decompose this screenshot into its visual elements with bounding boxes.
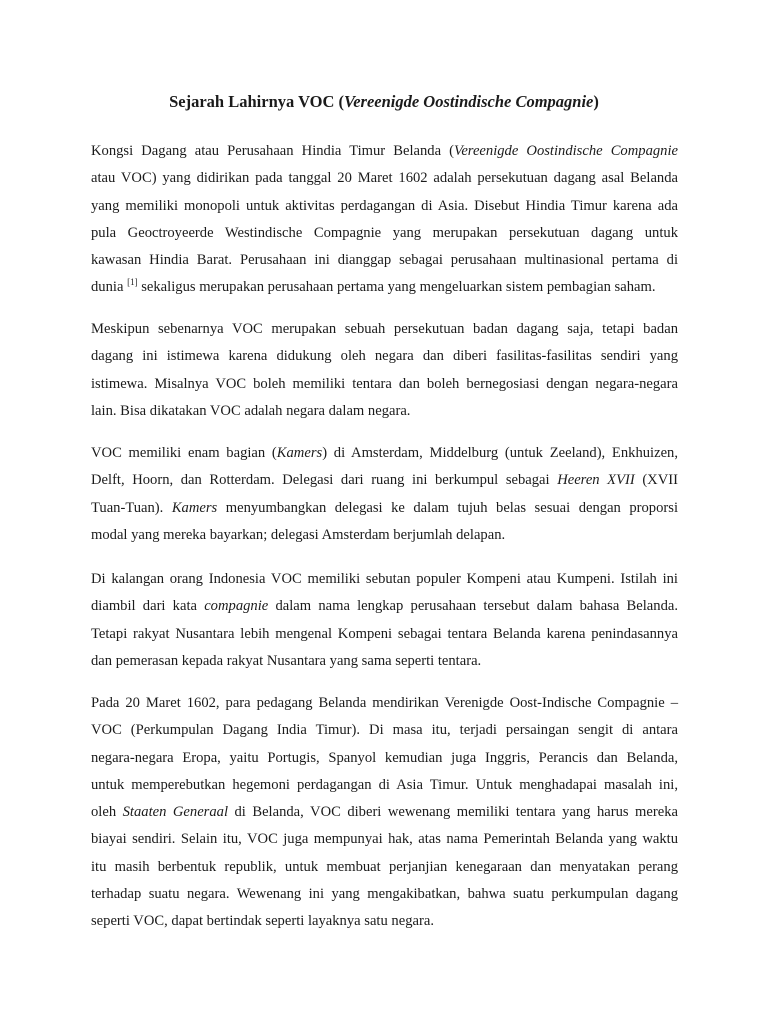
text-line: negara-negara Eropa, yaitu Portugis, Spanyol kemudian juga Inggris, Perancis dan Belanda,	[91, 749, 678, 766]
paragraph-4	[91, 566, 678, 675]
text-line: biayai sendiri. Selain itu, VOC juga mempunyai hak, atas nama Pemerintah Belanda yang waktu	[91, 831, 678, 848]
text-line: Kongsi Dagang atau Perusahaan Hindia Timur Belanda (Vereenigde Oostindische Compagnie	[91, 143, 678, 159]
text-line: lain. Bisa dikatakan VOC adalah negara dalam negara.	[91, 402, 411, 419]
text-line: untuk memperebutkan hegemoni perdagangan di Asia Timur. Untuk menghadapai masalah ini,	[91, 776, 678, 793]
text-line: istimewa. Misalnya VOC boleh memiliki tentara dan boleh bernegosiasi dengan negara-negara	[91, 375, 678, 392]
text-line: modal yang mereka bayarkan; delegasi Amsterdam berjumlah delapan.	[91, 526, 506, 543]
page-title	[0, 92, 768, 112]
text-line: seperti VOC, dapat bertindak seperti layaknya satu negara.	[91, 913, 434, 930]
text-line: Delft, Hoorn, dan Rotterdam. Delegasi dari ruang ini berkumpul sebagai Heeren XVII (XVII	[91, 472, 678, 489]
text-line: diambil dari kata compagnie dalam nama lengkap perusahaan tersebut dalam bahasa Belanda.	[91, 598, 678, 615]
text-line: oleh Staaten Generaal di Belanda, VOC diberi wewenang memiliki tentara yang harus mereka	[91, 804, 679, 821]
paragraph-2	[91, 316, 678, 425]
title-prefix: Sejarah Lahirnya VOC (	[169, 92, 345, 111]
paragraph-5	[91, 690, 678, 936]
title-italic: Vereenigde Oostindische Compagnie	[344, 92, 594, 111]
text-line: dagang ini istimewa karena didukung oleh negara dan diberi fasilitas-fasilitas sendiri yang	[91, 348, 678, 365]
text-line: Di kalangan orang Indonesia VOC memiliki sebutan populer Kompeni atau Kumpeni. Istilah ini	[91, 571, 678, 587]
text-line: atau VOC) yang didirikan pada tanggal 20 Maret 1602 adalah persekutuan dagang asal Belanda	[91, 170, 678, 187]
paragraph-3	[91, 440, 678, 549]
text-line: Pada 20 Maret 1602, para pedagang Belanda mendirikan Verenigde Oost-Indische Compagnie –	[91, 695, 678, 711]
title-suffix: )	[593, 92, 599, 111]
text-line: Tetapi rakyat Nusantara lebih mengenal Kompeni sebagai tentara Belanda karena penindasannya	[91, 625, 678, 642]
text-line: dunia [1] sekaligus merupakan perusahaan pertama yang mengeluarkan sistem pembagian saham.	[91, 277, 656, 296]
footnote-reference[interactable]: [1]	[127, 277, 138, 288]
text-line: kawasan Hindia Barat. Perusahaan ini dianggap sebagai perusahaan multinasional pertama di	[91, 252, 678, 269]
paragraph-1	[91, 138, 678, 302]
text-line: terhadap suatu negara. Wewenang ini yang mengakibatkan, bahwa suatu perkumpulan dagang	[91, 886, 678, 903]
text-line: VOC memiliki enam bagian (Kamers) di Amsterdam, Middelburg (untuk Zeeland), Enkhuizen,	[91, 445, 678, 461]
text-line: itu masih berbentuk republik, untuk membuat perjanjian kenegaraan dan menyatakan perang	[91, 858, 678, 875]
text-line: Meskipun sebenarnya VOC merupakan sebuah persekutuan badan dagang saja, tetapi badan	[91, 321, 678, 337]
text-line: yang memiliki monopoli untuk aktivitas perdagangan di Asia. Disebut Hindia Timur karena ada	[91, 197, 678, 214]
text-line: Tuan-Tuan). Kamers menyumbangkan delegasi ke dalam tujuh belas sesuai dengan proporsi	[91, 499, 678, 516]
text-line: dan pemerasan kepada rakyat Nusantara yang sama seperti tentara.	[91, 652, 482, 669]
text-line: VOC (Perkumpulan Dagang India Timur). Di masa itu, terjadi persaingan sengit di antara	[91, 722, 678, 739]
text-line: pula Geoctroyeerde Westindische Compagnie yang merupakan persekutuan dagang untuk	[91, 224, 678, 241]
